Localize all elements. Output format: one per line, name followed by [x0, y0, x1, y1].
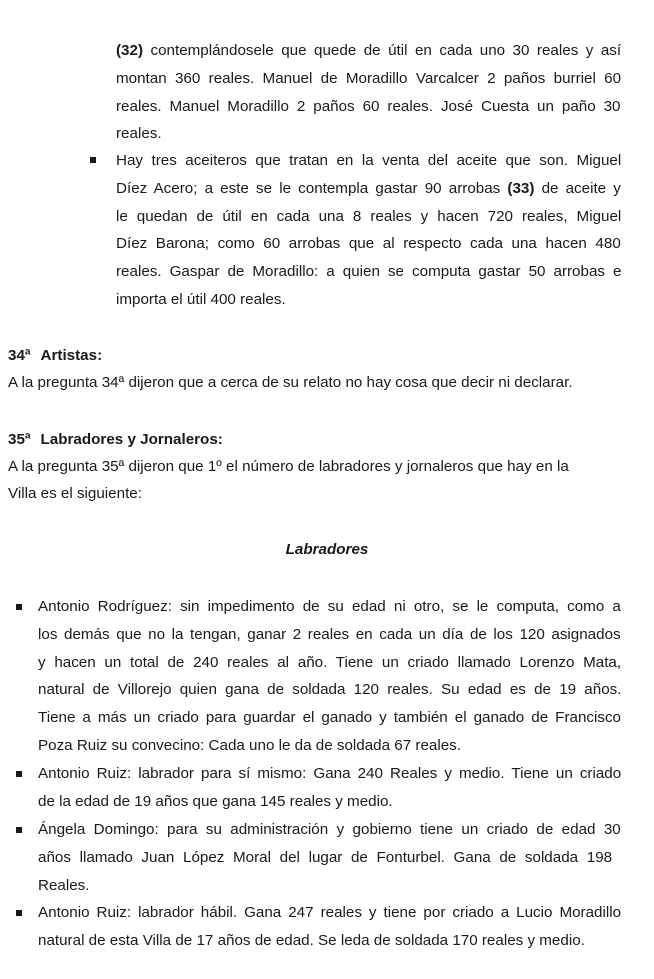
section-35-text-line: Villa es el siguiente:: [8, 485, 142, 502]
paragraph-line: reales.: [116, 125, 162, 143]
bullet-marker: [16, 910, 22, 916]
paragraph-line: Antonio Ruiz: labrador para sí mismo: Gana 240 Reales y medio. Tiene un criado: [38, 765, 622, 782]
paragraph-line: reales. Gaspar de Moradillo: a quien se computa gastar 50 arrobas e: [116, 263, 622, 281]
bullet-marker: [16, 604, 22, 610]
section-title: Labradores y Jornaleros:: [40, 431, 223, 448]
section-34-text: A la pregunta 34ª dijeron que a cerca de su relato no hay cosa que decir ni declarar.: [8, 374, 573, 391]
paragraph-line: montan 360 reales. Manuel de Moradillo Varcalcer 2 paños burriel 60: [116, 69, 622, 87]
paragraph-line: Díez Barona; como 60 arrobas que al respecto cada una hacen 480: [116, 235, 621, 253]
footnote-ref: (33): [507, 179, 535, 197]
paragraph-line: Ángela Domingo: para su administración y gobierno tiene un criado de edad 30: [38, 821, 621, 838]
paragraph-line: y hacen un total de 240 reales al año. Tiene un criado llamado Lorenzo Mata,: [38, 653, 622, 671]
paragraph-line: importa el útil 400 reales.: [116, 290, 286, 308]
labrador-entry: [38, 593, 621, 760]
section-number: 35ª: [8, 431, 31, 448]
labradores-subheading: Labradores: [285, 541, 369, 558]
paragraph-line: Antonio Rodríguez: sin impedimento de su edad ni otro, se le computa, como a: [38, 598, 621, 615]
paragraph-line: (32) contemplándosele que quede de útil en cada uno 30 reales y así: [116, 42, 622, 59]
continuation-paragraph: [116, 37, 621, 148]
section-35-text-line: A la pregunta 35ª dijeron que 1º el número de labradores y jornaleros que hay en la: [8, 458, 569, 475]
labrador-entry: [38, 816, 621, 899]
paragraph-line: Antonio Ruiz: labrador hábil. Gana 247 reales y tiene por criado a Lucio Moradillo: [38, 904, 622, 921]
paragraph-line: años llamado Juan López Moral del lugar de Fonturbel. Gana de soldada 198: [38, 848, 613, 866]
labrador-entry: [38, 899, 621, 955]
paragraph-line: Poza Ruiz su convecino: Cada uno le da de soldada 67 reales.: [38, 736, 461, 754]
labrador-entry: [38, 760, 621, 816]
paragraph-line: de la edad de 19 años que gana 145 reales y medio.: [38, 792, 393, 810]
footnote-ref: (32): [116, 42, 144, 59]
paragraph-line: los demás que no la tengan, ganar 2 reales en cada un día de los 120 asignados: [38, 625, 621, 643]
paragraph-line: Tiene a más un criado para guardar el ganado y también el ganado de Francisco: [38, 709, 621, 727]
paragraph-line: Díez Acero; a este se le contempla gastar 90 arrobas (33) de aceite y: [116, 179, 621, 197]
aceiteros-paragraph: [116, 147, 621, 314]
paragraph-line: Hay tres aceiteros que tratan en la venta del aceite que son. Miguel: [116, 152, 622, 169]
paragraph-line: Reales.: [38, 876, 90, 894]
section-title: Artistas:: [40, 347, 103, 364]
paragraph-line: natural de Villorejo quien gana de soldada 120 reales. Su edad es de 19 años.: [38, 681, 622, 699]
section-34-heading: [8, 346, 102, 366]
paragraph-line: natural de esta Villa de 17 años de edad. Se leda de soldada 170 reales y medio.: [38, 931, 585, 949]
paragraph-line: le quedan de útil en cada una 8 reales y hacen 720 reales, Miguel: [116, 207, 622, 225]
section-number: 34ª: [8, 347, 31, 364]
paragraph-line: reales. Manuel Moradillo 2 paños 60 reales. José Cuesta un paño 30: [116, 97, 621, 115]
bullet-marker: [90, 157, 96, 163]
bullet-marker: [16, 827, 22, 833]
section-35-heading: [8, 430, 223, 450]
bullet-marker: [16, 771, 22, 777]
